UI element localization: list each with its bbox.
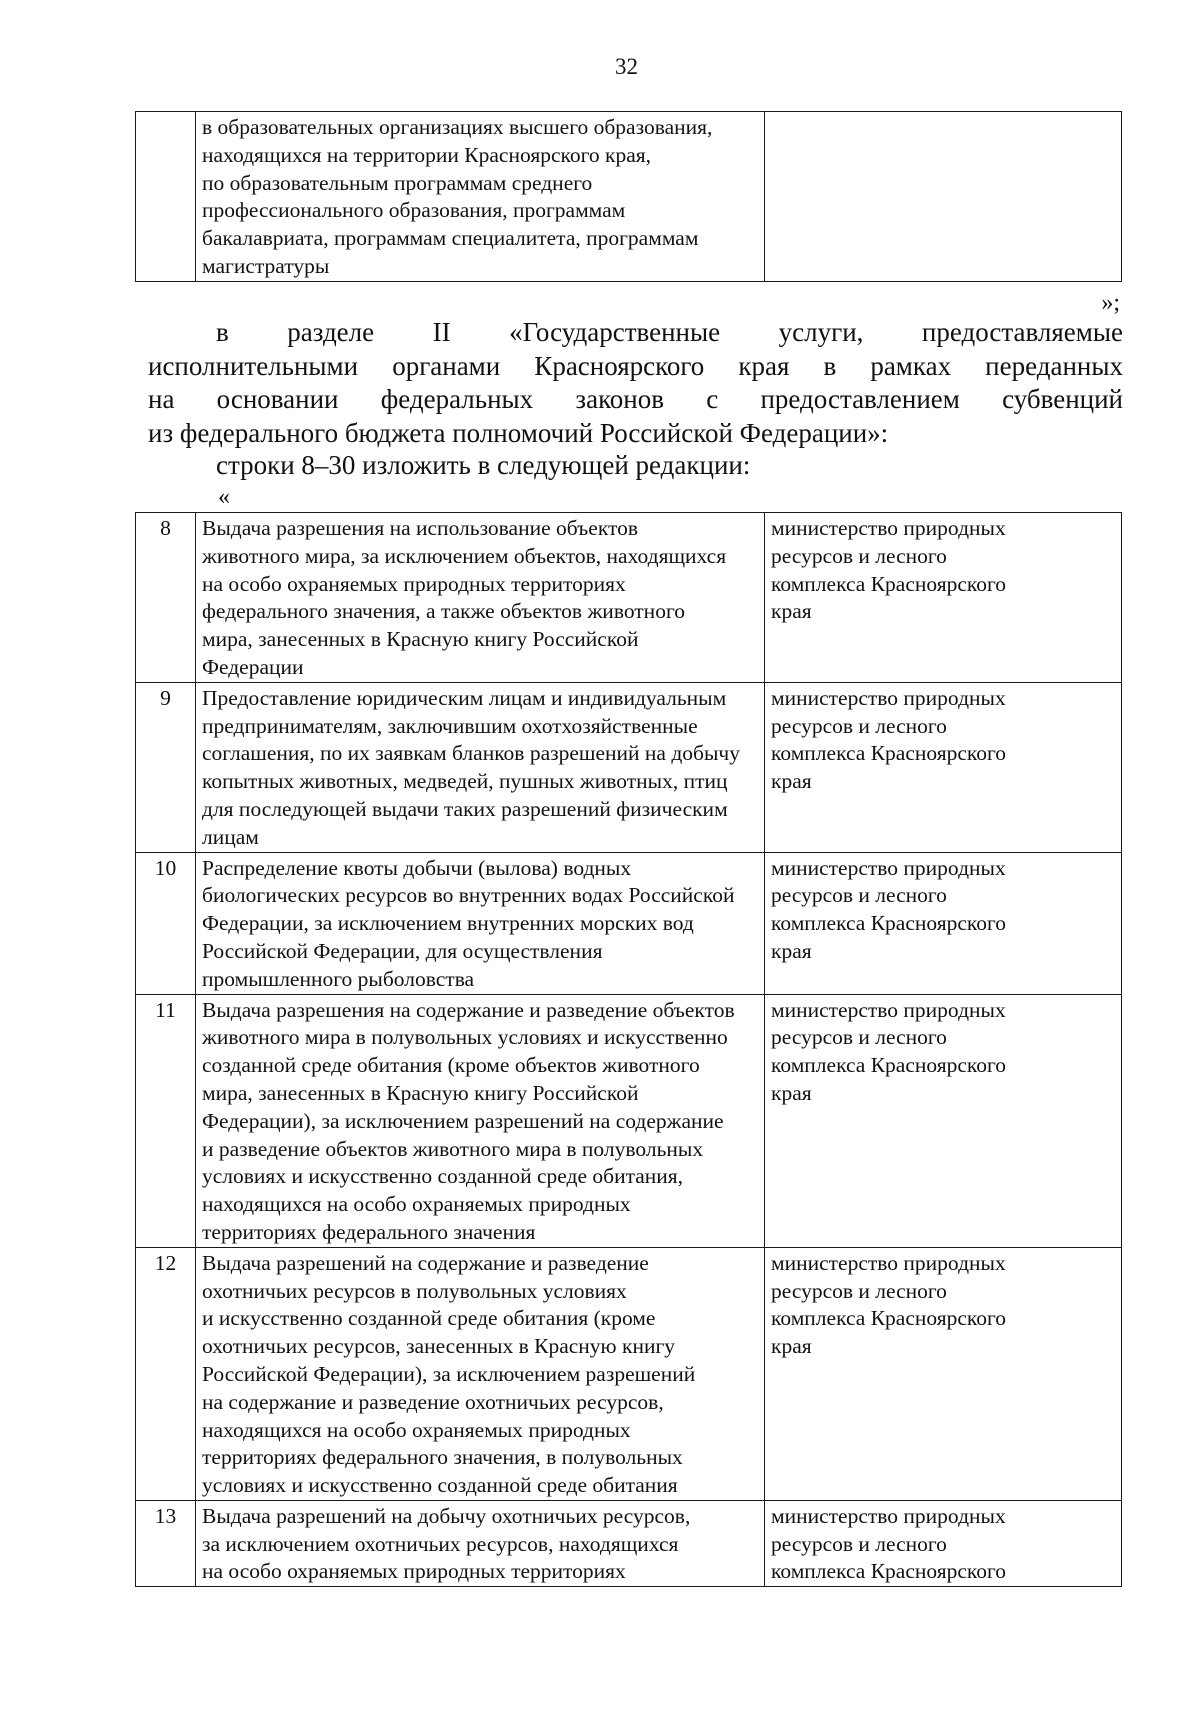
text-line: комплекса Красноярского xyxy=(771,571,1007,596)
text-line: находящихся на особо охраняемых природных xyxy=(202,1192,631,1217)
instruction-line: в разделе II «Государственные услуги, предоставляемые xyxy=(216,317,1123,347)
organization-cell xyxy=(765,682,1122,852)
text-line: федерального значения, а также объектов животного xyxy=(202,599,685,624)
text-line: края xyxy=(771,599,812,624)
text-line: на особо охраняемых природных территориях xyxy=(202,571,626,596)
text-line: созданной среде обитания (кроме объектов животного xyxy=(202,1053,700,1078)
text-line: комплекса Красноярского xyxy=(771,911,1007,936)
text-line: министерство природных xyxy=(771,516,1006,540)
organization-cell xyxy=(765,513,1122,683)
amendment-instruction xyxy=(148,316,1123,450)
text-line: Выдача разрешения на использование объектов xyxy=(202,516,639,540)
text-line: условиях и искусственно созданной среде обитания xyxy=(202,1473,678,1498)
service-name-cell xyxy=(196,852,765,994)
text-line: Российской Федерации, для осуществления xyxy=(202,938,603,963)
text-line: по образовательным программам среднего xyxy=(202,170,593,195)
row-number-cell: 8 xyxy=(136,513,196,683)
text-line: биологических ресурсов во внутренних водах Российской xyxy=(202,883,735,908)
text-line: ресурсов и лесного xyxy=(771,1025,947,1050)
text-line: для последующей выдачи таких разрешений физическим xyxy=(202,796,728,821)
top-table-fragment xyxy=(135,111,1122,282)
instruction-line: на основании федеральных законов с предоставлением субвенций xyxy=(148,384,1123,415)
text-line: ресурсов и лесного xyxy=(771,713,947,738)
text-line: предпринимателям, заключившим охотхозяйственные xyxy=(202,713,698,738)
text-line: Предоставление юридическим лицам и индивидуальным xyxy=(202,685,727,710)
text-line: за исключением охотничьих ресурсов, находящихся xyxy=(202,1531,679,1556)
instruction-line: из федерального бюджета полномочий Российской Федерации»: xyxy=(148,417,889,448)
text-line: находящихся на территории Красноярского края, xyxy=(202,142,652,167)
text-line: комплекса Красноярского xyxy=(771,741,1007,766)
text-line: в образовательных организациях высшего образования, xyxy=(202,115,713,139)
text-line: промышленного рыболовства xyxy=(202,966,475,991)
row-number-cell: 13 xyxy=(136,1500,196,1586)
text-line: министерство природных xyxy=(771,1250,1006,1275)
text-line: лицам xyxy=(202,824,259,849)
text-line: комплекса Красноярского xyxy=(771,1559,1007,1584)
text-line: соглашения, по их заявкам бланков разрешений на добычу xyxy=(202,741,740,766)
text-line: мира, занесенных в Красную книгу Российской xyxy=(202,627,639,652)
text-line: Федерации), за исключением разрешений на содержание xyxy=(202,1108,724,1133)
text-line: комплекса Красноярского xyxy=(771,1306,1007,1331)
text-line: территориях федерального значения, в полувольных xyxy=(202,1445,683,1470)
text-line: Российской Федерации), за исключением разрешений xyxy=(202,1361,696,1386)
row-number-cell xyxy=(136,112,196,282)
table-row xyxy=(136,112,1122,282)
text-line: и искусственно созданной среде обитания (кроме xyxy=(202,1306,656,1331)
row-number-cell: 9 xyxy=(136,682,196,852)
service-name-cell xyxy=(196,994,765,1247)
organization-cell xyxy=(765,112,1122,282)
text-line: края xyxy=(771,938,812,963)
table-row xyxy=(136,1500,1122,1586)
service-name-cell xyxy=(196,1500,765,1586)
text-line: края xyxy=(771,1334,812,1359)
table-row xyxy=(136,852,1122,994)
text-line: животного мира в полувольных условиях и искусственно xyxy=(202,1025,728,1050)
closing-quote: »; xyxy=(1101,290,1120,316)
text-line: Выдача разрешений на добычу охотничьих ресурсов, xyxy=(202,1503,691,1528)
text-line: магистратуры xyxy=(202,253,330,278)
organization-cell xyxy=(765,1500,1122,1586)
organization-cell xyxy=(765,1247,1122,1500)
text-line: Выдача разрешения на содержание и разведение объектов xyxy=(202,997,735,1022)
text-line: условиях и искусственно созданной среде обитания, xyxy=(202,1164,684,1189)
text-line: находящихся на особо охраняемых природных xyxy=(202,1417,631,1442)
text-line: ресурсов и лесного xyxy=(771,543,947,568)
text-line: на содержание и разведение охотничьих ресурсов, xyxy=(202,1389,664,1414)
services-table xyxy=(135,512,1122,1587)
text-line: министерство природных xyxy=(771,855,1006,880)
text-line: охотничьих ресурсов в полувольных условиях xyxy=(202,1278,627,1303)
sub-instruction: строки 8–30 изложить в следующей редакции: xyxy=(216,450,751,480)
text-line: копытных животных, медведей, пушных животных, птиц xyxy=(202,769,728,794)
table-row xyxy=(136,682,1122,852)
text-line: мира, занесенных в Красную книгу Российской xyxy=(202,1080,639,1105)
table-row xyxy=(136,513,1122,683)
row-number-cell: 11 xyxy=(136,994,196,1247)
text-line: Выдача разрешений на содержание и разведение xyxy=(202,1250,649,1275)
text-line: ресурсов и лесного xyxy=(771,1531,947,1556)
page-number: 32 xyxy=(615,54,638,79)
text-line: на особо охраняемых природных территориях xyxy=(202,1559,626,1584)
instruction-line: исполнительными органами Красноярского края в рамках переданных xyxy=(148,350,1123,381)
text-line: министерство природных xyxy=(771,685,1006,710)
organization-cell xyxy=(765,852,1122,994)
text-line: ресурсов и лесного xyxy=(771,1278,947,1303)
service-name-cell xyxy=(196,682,765,852)
table-row xyxy=(136,994,1122,1247)
text-line: ресурсов и лесного xyxy=(771,883,947,908)
text-line: охотничьих ресурсов, занесенных в Красную книгу xyxy=(202,1334,676,1359)
table-row xyxy=(136,1247,1122,1500)
text-line: бакалавриата, программам специалитета, программам xyxy=(202,226,699,251)
organization-cell xyxy=(765,994,1122,1247)
text-line: Распределение квоты добычи (вылова) водных xyxy=(202,855,632,880)
text-line: Федерации xyxy=(202,654,304,679)
service-name-cell xyxy=(196,513,765,683)
row-number-cell: 12 xyxy=(136,1247,196,1500)
text-line: комплекса Красноярского xyxy=(771,1053,1007,1078)
service-name-cell xyxy=(196,112,765,282)
text-line: края xyxy=(771,769,812,794)
row-number-cell: 10 xyxy=(136,852,196,994)
text-line: Федерации, за исключением внутренних морских вод xyxy=(202,911,694,936)
service-name-cell xyxy=(196,1247,765,1500)
text-line: и разведение объектов животного мира в полувольных xyxy=(202,1136,704,1161)
text-line: территориях федерального значения xyxy=(202,1219,536,1244)
text-line: министерство природных xyxy=(771,1503,1006,1528)
text-line: профессионального образования, программам xyxy=(202,198,626,223)
text-line: животного мира, за исключением объектов, находящихся xyxy=(202,543,727,568)
text-line: министерство природных xyxy=(771,997,1006,1022)
text-line: края xyxy=(771,1080,812,1105)
open-quote: « xyxy=(218,484,230,510)
